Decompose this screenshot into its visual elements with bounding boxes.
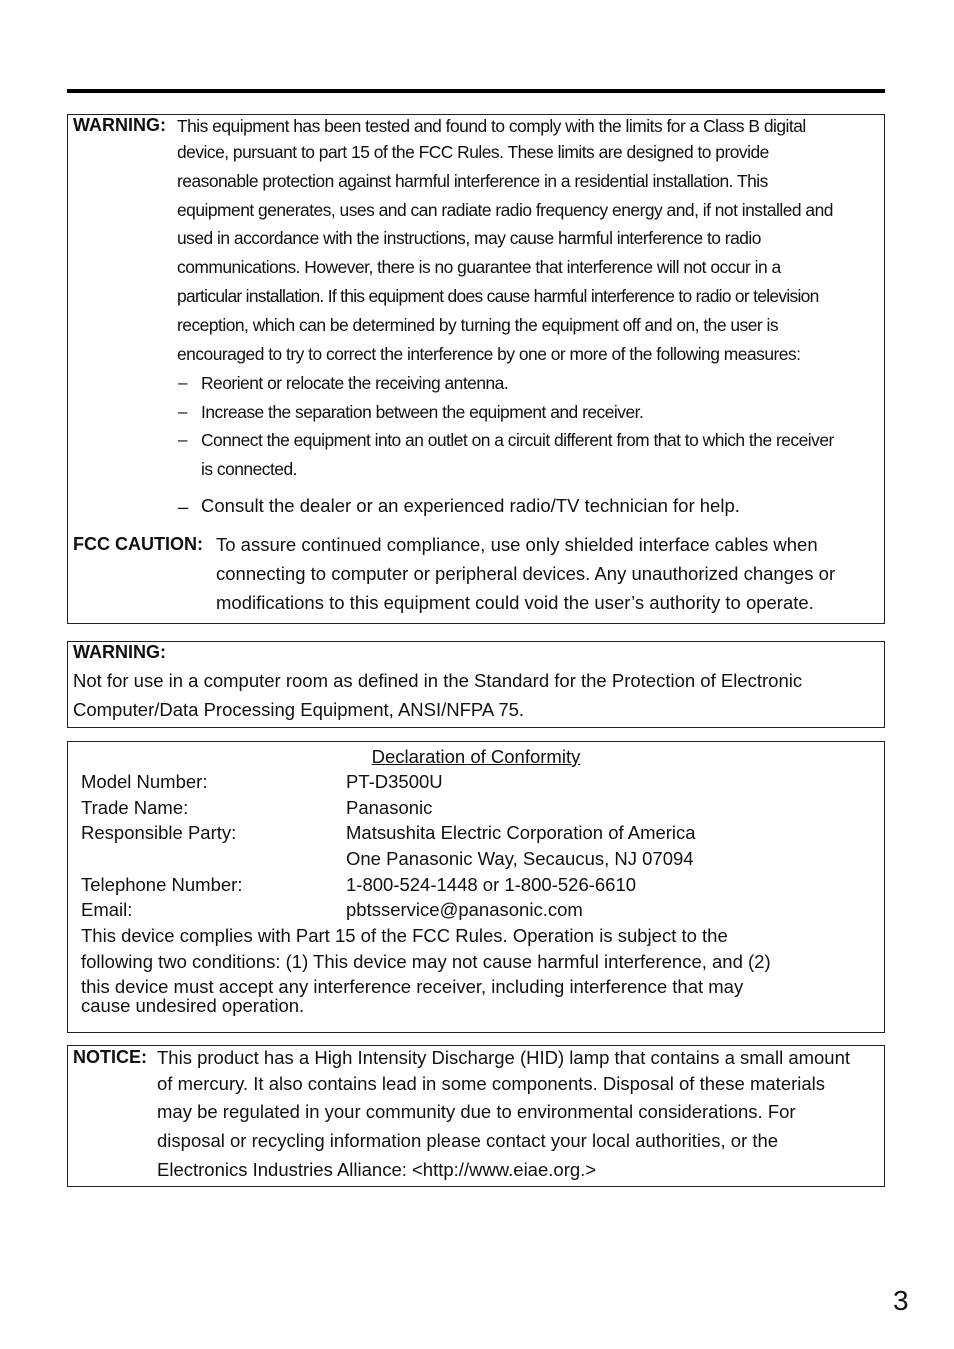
list-dash: – xyxy=(178,430,188,449)
fcc-caution-line: connecting to computer or peripheral devices. Any unauthorized changes or xyxy=(216,563,836,584)
computer-room-warning-box xyxy=(67,641,885,728)
fcc-warning-line: encouraged to try to correct the interference by one or more of the following measures: xyxy=(177,344,801,364)
telephone-label: Telephone Number: xyxy=(81,874,243,895)
measure-item: Reorient or relocate the receiving antenna. xyxy=(201,373,509,393)
declaration-of-conformity-box xyxy=(67,741,885,1033)
computer-room-line: Not for use in a computer room as defined in the Standard for the Protection of Electronic xyxy=(73,670,803,691)
top-rule xyxy=(67,89,885,93)
warning-label: WARNING: xyxy=(73,642,166,662)
fcc-warning-line: particular installation. If this equipment does cause harmful interference to radio or television xyxy=(177,286,819,306)
fcc-warning-line: device, pursuant to part 15 of the FCC Rules. These limits are designed to provide xyxy=(177,142,769,162)
responsible-party-address: One Panasonic Way, Secaucus, NJ 07094 xyxy=(346,848,694,869)
warning-label: WARNING: xyxy=(73,115,166,135)
notice-box xyxy=(67,1045,885,1187)
responsible-party-value: Matsushita Electric Corporation of America xyxy=(346,822,696,843)
responsible-party-label: Responsible Party: xyxy=(81,822,237,843)
declaration-title: Declaration of Conformity xyxy=(371,746,581,767)
fcc-warning-line: reception, which can be determined by turning the equipment off and on, the user is xyxy=(177,315,779,335)
telephone-value: 1-800-524-1448 or 1-800-526-6610 xyxy=(346,874,637,895)
measure-item: Connect the equipment into an outlet on a circuit different from that to which the receiver xyxy=(201,430,834,450)
fcc-caution-line: modifications to this equipment could void the user’s authority to operate. xyxy=(216,592,814,613)
page-number: 3 xyxy=(893,1285,909,1316)
notice-line: of mercury. It also contains lead in some components. Disposal of these materials xyxy=(157,1073,826,1094)
list-dash: – xyxy=(178,496,189,517)
notice-line: may be regulated in your community due to environmental considerations. For xyxy=(157,1101,796,1122)
measure-item-continued: is connected. xyxy=(201,459,297,479)
list-dash: – xyxy=(178,373,188,392)
computer-room-line: Computer/Data Processing Equipment, ANSI/NFPA 75. xyxy=(73,699,525,720)
fcc-warning-line: used in accordance with the instructions, may cause harmful interference to radio xyxy=(177,228,761,248)
trade-name-value: Panasonic xyxy=(346,797,433,818)
fcc-warning-line: reasonable protection against harmful interference in a residential installation. This xyxy=(177,171,768,191)
measure-item: Consult the dealer or an experienced radio/TV technician for help. xyxy=(201,495,740,516)
notice-line: Electronics Industries Alliance: <http://www.eiae.org.> xyxy=(157,1159,597,1180)
list-dash: – xyxy=(178,402,188,421)
email-value: pbtsservice@panasonic.com xyxy=(346,899,583,920)
fcc-warning-box xyxy=(67,114,885,624)
fcc-caution-label: FCC CAUTION: xyxy=(73,534,203,554)
trade-name-label: Trade Name: xyxy=(81,797,189,818)
compliance-line: cause undesired operation. xyxy=(81,995,305,1016)
notice-label: NOTICE: xyxy=(73,1047,147,1067)
fcc-warning-line: This equipment has been tested and found to comply with the limits for a Class B digital xyxy=(177,116,806,136)
notice-line: disposal or recycling information please contact your local authorities, or the xyxy=(157,1130,779,1151)
compliance-line: This device complies with Part 15 of the FCC Rules. Operation is subject to the xyxy=(81,925,728,946)
compliance-line: following two conditions: (1) This device may not cause harmful interference, and (2) xyxy=(81,951,771,972)
compliance-line: this device must accept any interference receiver, including interference that may xyxy=(81,976,744,997)
notice-line: This product has a High Intensity Discharge (HID) lamp that contains a small amount xyxy=(157,1047,851,1068)
email-label: Email: xyxy=(81,899,133,920)
fcc-warning-line: communications. However, there is no guarantee that interference will not occur in a xyxy=(177,257,781,277)
fcc-warning-line: equipment generates, uses and can radiate radio frequency energy and, if not installed and xyxy=(177,200,833,220)
fcc-caution-line: To assure continued compliance, use only shielded interface cables when xyxy=(216,534,818,555)
model-number-label: Model Number: xyxy=(81,771,208,792)
model-number-value: PT-D3500U xyxy=(346,771,443,792)
measure-item: Increase the separation between the equipment and receiver. xyxy=(201,402,644,422)
